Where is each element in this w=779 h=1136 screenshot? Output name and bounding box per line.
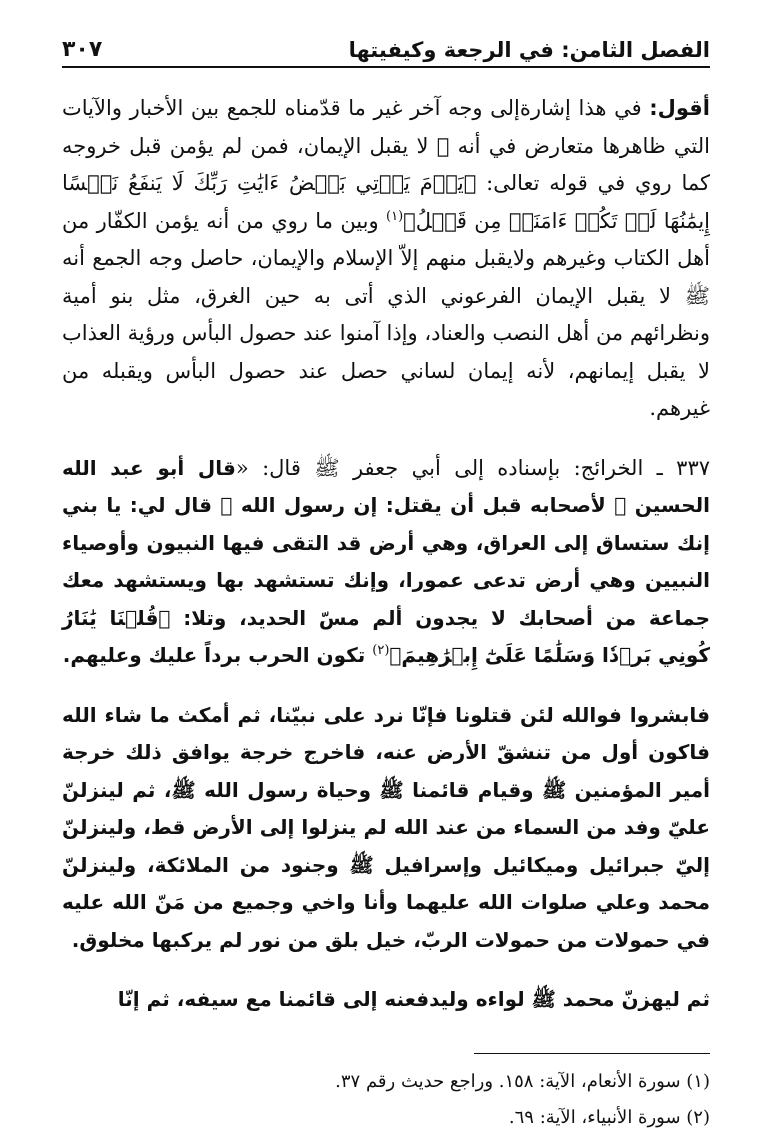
hadith-final-paragraph: ثم ليهزنّ محمد ﷺ لواءه وليدفعنه إلى قائمنا مع سيفه، ثم إنّا	[117, 987, 710, 1011]
footnote-1: (١) سورة الأنعام، الآية: ١٥٨. وراجع حديث رقم ٣٧.	[335, 1070, 710, 1092]
page-number: ٣٠٧	[62, 37, 103, 62]
hadith-intro: ٣٣٧ ـ الخرائج: بإسناده إلى أبي جعفر ﷺ قال: «	[235, 455, 711, 480]
footnote-ref-1: (١)	[386, 208, 404, 224]
footnote-2: (٢) سورة الأنبياء، الآية: ٦٩.	[508, 1106, 710, 1128]
page-body	[62, 90, 710, 1019]
footnotes	[62, 1064, 710, 1136]
footnote-ref-2: (٢)	[372, 643, 390, 658]
commentary-lead: أقول:	[649, 96, 710, 120]
footnote-divider	[474, 1053, 710, 1054]
running-header	[62, 28, 710, 68]
chapter-title: الفصل الثامن: في الرجعة وكيفيتها	[348, 38, 710, 62]
book-page	[62, 28, 710, 1136]
commentary-text-continued: وبين ما روي من أنه يؤمن الكفّار من أهل الكتاب وغيرهم ولايقبل منهم إلاّ الإسلام والإيمان، حاصل وجه الجمع أنه ﷺ لا يقبل الإيمان الفرعوني الذي أتى به حين الغرق، مثل بنو أمية ونظرائهم من أهل النصب والعناد، وإذا آمنوا عند حصول البأس ورؤية العذاب لا يقبل إيمانهم، لأنه إيمان لساني حصل عند حصول البأس ويقبله من غيرهم.	[62, 208, 710, 420]
hadith-paragraph	[62, 450, 710, 675]
hadith-text: قال أبو عبد الله الحسين ﷺ لأصحابه قبل أن يقتل: إن رسول الله ﷺ قال لي: يا بني إنك ستساق إلى العراق، وهي أرض قد التقى فيها النبيون وأوصياء النبيين وهي أرض تدعى عمورا، وإنك تستشهد بها ويستشهد معك جماعة من أصحابك لا يجدون ألم مسّ الحديد، وتلا: ﴿قُلۡنَا يَٰنَارُ كُونِي بَرۡدٗا وَسَلَٰمًا عَلَىٰٓ إِبۡرَٰهِيمَ﴾	[62, 455, 710, 667]
commentary-text: في هذا إشارةإلى وجه آخر غير ما قدّمناه للجمع بين الأخبار والآيات التي ظاهرها متعارض في أنه ﷺ لا يقبل الإيمان، فمن لم يؤمن قبل خروجه كما روي في قوله تعالى: ﴿يَوۡمَ يَأۡتِي بَعۡضُ ءَايَٰتِ رَبِّكَ لَا يَنفَعُ نَفۡسًا إِيمَٰنُهَا لَمۡ تَكُنۡ ءَامَنَتۡ مِن قَبۡلُ﴾	[62, 96, 711, 233]
commentary-paragraph	[62, 90, 710, 428]
hadith-text-continued: تكون الحرب برداً عليك وعليهم.	[62, 643, 373, 667]
hadith-continuation-paragraph: فابشروا فوالله لئن قتلونا فإنّا نرد على نبيّنا، ثم أمكث ما شاء الله فاكون أول من تنشقّ الأرض عنه، فاخرج خرجة يوافق ذلك خرجة أمير المؤمنين ﷺ وقيام قائمنا ﷺ وحياة رسول الله ﷺ، ثم لينزلنّ عليّ وفد من السماء من عند الله لم ينزلوا إلى الأرض قط، ولينزلنّ إليّ جبرائيل وميكائيل وإسرافيل ﷺ وجنود من الملائكة، ولينزلنّ محمد وعلي صلوات الله عليهما وأنا واخي وجميع من مَنّ الله عليه في حمولات من حمولات الربّ، خيل بلق من نور لم يركبها مخلوق.	[62, 702, 710, 952]
